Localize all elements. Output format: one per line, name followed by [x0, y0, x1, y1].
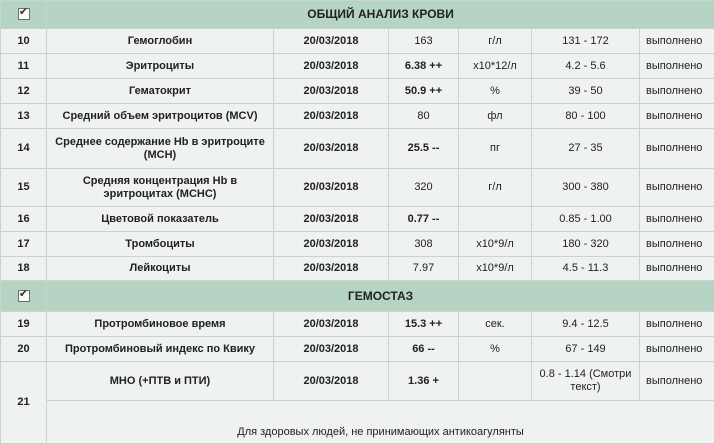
test-date: 20/03/2018: [274, 232, 389, 257]
test-date: 20/03/2018: [274, 312, 389, 337]
table-row: [1, 362, 714, 401]
test-value: 15.3 ++: [389, 312, 459, 337]
test-unit: фл: [459, 104, 532, 129]
row-number: 17: [1, 232, 47, 257]
table-row-note: [1, 401, 714, 444]
test-status: выполнено: [640, 232, 714, 257]
reference-range: 4.2 - 5.6: [532, 54, 640, 79]
test-value: 0.77 --: [389, 207, 459, 232]
reference-range: 0.85 - 1.00: [532, 207, 640, 232]
test-status: выполнено: [640, 207, 714, 232]
table-row: [1, 337, 714, 362]
row-number: 14: [1, 129, 47, 169]
test-status: выполнено: [640, 257, 714, 281]
test-status: выполнено: [640, 337, 714, 362]
section-title: ГЕМОСТАЗ: [47, 281, 714, 312]
test-status: выполнено: [640, 362, 714, 401]
test-name: Эритроциты: [47, 54, 274, 79]
table-row: [1, 257, 714, 281]
row-number: 13: [1, 104, 47, 129]
table-row: [1, 232, 714, 257]
test-value: 50.9 ++: [389, 79, 459, 104]
test-date: 20/03/2018: [274, 104, 389, 129]
test-unit: сек.: [459, 312, 532, 337]
section-checkbox[interactable]: [18, 287, 30, 302]
test-note: Для здоровых людей, не принимающих антикоагулянты: [47, 401, 714, 444]
test-name: Протромбиновое время: [47, 312, 274, 337]
reference-range: 300 - 380: [532, 169, 640, 207]
test-date: 20/03/2018: [274, 207, 389, 232]
test-date: 20/03/2018: [274, 54, 389, 79]
row-number: 16: [1, 207, 47, 232]
section-header-hemostasis: [1, 281, 714, 312]
table-row: [1, 29, 714, 54]
test-unit: x10*9/л: [459, 257, 532, 281]
test-name: Тромбоциты: [47, 232, 274, 257]
test-unit: пг: [459, 129, 532, 169]
test-value: 320: [389, 169, 459, 207]
test-date: 20/03/2018: [274, 169, 389, 207]
test-unit: x10*9/л: [459, 232, 532, 257]
test-date: 20/03/2018: [274, 257, 389, 281]
test-name: Лейкоциты: [47, 257, 274, 281]
test-status: выполнено: [640, 169, 714, 207]
table-row: [1, 104, 714, 129]
test-unit: %: [459, 337, 532, 362]
test-value: 1.36 +: [389, 362, 459, 401]
row-number: 19: [1, 312, 47, 337]
row-number: 10: [1, 29, 47, 54]
test-unit: [459, 362, 532, 401]
row-number: 15: [1, 169, 47, 207]
test-name: Среднее содержание Hb в эритроците (MCH): [47, 129, 274, 169]
test-date: 20/03/2018: [274, 29, 389, 54]
section-checkbox-cell[interactable]: [1, 1, 47, 29]
test-name: Средний объем эритроцитов (MCV): [47, 104, 274, 129]
test-name: Цветовой показатель: [47, 207, 274, 232]
section-checkbox[interactable]: [18, 8, 30, 20]
test-name: Протромбиновый индекс по Квику: [47, 337, 274, 362]
row-number: 20: [1, 337, 47, 362]
test-date: 20/03/2018: [274, 337, 389, 362]
table-row: [1, 54, 714, 79]
reference-range: 180 - 320: [532, 232, 640, 257]
table-row: [1, 129, 714, 169]
test-date: 20/03/2018: [274, 362, 389, 401]
test-unit: %: [459, 79, 532, 104]
test-unit: г/л: [459, 169, 532, 207]
test-unit: x10*12/л: [459, 54, 532, 79]
test-date: 20/03/2018: [274, 129, 389, 169]
test-value: 7.97: [389, 257, 459, 281]
reference-range: 39 - 50: [532, 79, 640, 104]
table-row: [1, 312, 714, 337]
test-name: Гемоглобин: [47, 29, 274, 54]
test-name: Средняя концентрация Hb в эритроцитах (MCHC): [47, 169, 274, 207]
checkmark-icon: ✔: [18, 6, 29, 19]
test-status: выполнено: [640, 104, 714, 129]
section-title: ОБЩИЙ АНАЛИЗ КРОВИ: [47, 1, 714, 29]
test-status: выполнено: [640, 129, 714, 169]
test-status: выполнено: [640, 79, 714, 104]
test-unit: [459, 207, 532, 232]
row-number: 11: [1, 54, 47, 79]
test-status: выполнено: [640, 54, 714, 79]
test-date: 20/03/2018: [274, 79, 389, 104]
test-value: 25.5 --: [389, 129, 459, 169]
test-name: МНО (+ПТВ и ПТИ): [47, 362, 274, 401]
row-number: 21: [1, 362, 47, 444]
reference-range: 80 - 100: [532, 104, 640, 129]
test-unit: г/л: [459, 29, 532, 54]
table-row: [1, 169, 714, 207]
table-row: [1, 207, 714, 232]
reference-range: 4.5 - 11.3: [532, 257, 640, 281]
section-header-blood: [1, 1, 714, 29]
test-value: 80: [389, 104, 459, 129]
checkmark-icon: ✔: [18, 287, 29, 300]
test-name: Гематокрит: [47, 79, 274, 104]
test-status: выполнено: [640, 29, 714, 54]
reference-range: 0.8 - 1.14 (Смотри текст): [532, 362, 640, 401]
reference-range: 131 - 172: [532, 29, 640, 54]
test-value: 163: [389, 29, 459, 54]
test-value: 308: [389, 232, 459, 257]
reference-range: 9.4 - 12.5: [532, 312, 640, 337]
test-value: 66 --: [389, 337, 459, 362]
test-status: выполнено: [640, 312, 714, 337]
test-value: 6.38 ++: [389, 54, 459, 79]
row-number: 12: [1, 79, 47, 104]
reference-range: 67 - 149: [532, 337, 640, 362]
reference-range: 27 - 35: [532, 129, 640, 169]
table-row: [1, 79, 714, 104]
section-checkbox-cell[interactable]: [1, 281, 47, 312]
row-number: 18: [1, 257, 47, 281]
